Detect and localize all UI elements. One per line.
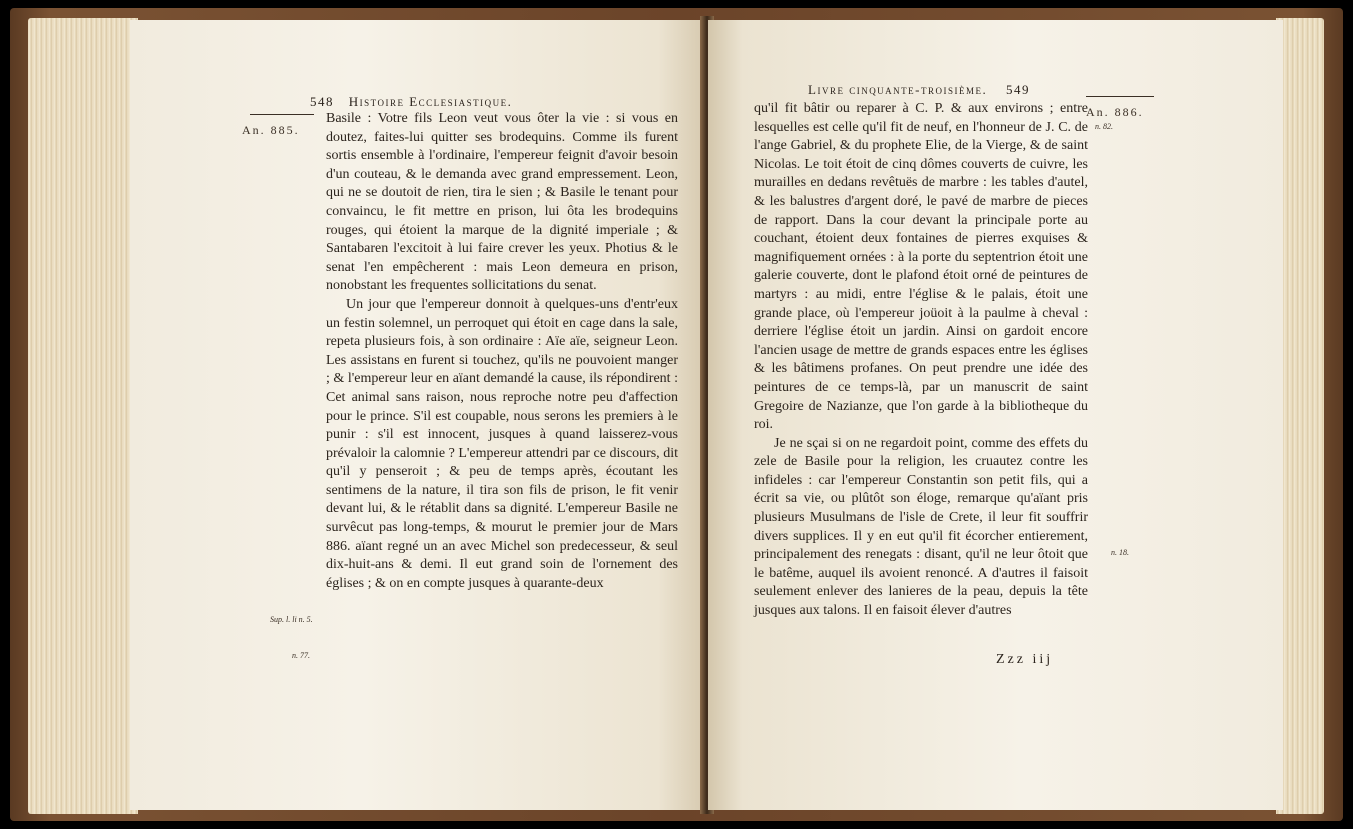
right-page-number: 549 xyxy=(1006,82,1031,97)
left-page-edges xyxy=(28,18,138,814)
left-page-number: 548 xyxy=(310,94,334,109)
left-running-title: Histoire Ecclesiastique. xyxy=(348,94,513,109)
left-paragraph-1: Basile : Votre fils Leon veut vous ôter la vie : si vous en doutez, faites-lui quitter ses brodequins. Comme ils furent sortis ensemble à l'ordinaire, l'empereur feignit d'avoir besoin d'un couteau, & le demanda avec grand empressement. Leon, qui ne se doutoit de rien, tira le sien ; & Basile le tenant pour convaincu, le fit mettre en prison, lui ôta les brodequins rouges, qui étoient la marque de la dignité imperiale ; & Santabaren l'excitoit à lui faire crever les yeux. Photius & le senat l'en empêcherent : mais Leon demeura en prison, nonobstant les frequentes sollicitations du senat. xyxy=(326,111,678,294)
right-running-title: Livre cinquante-troisième. xyxy=(808,82,988,97)
left-body-text xyxy=(326,110,678,593)
left-page xyxy=(130,20,704,810)
right-page-edges xyxy=(1276,18,1324,814)
left-margin-note-sup: Sup. l. li n. 5. xyxy=(270,615,313,624)
right-margin-rule xyxy=(1086,96,1154,97)
right-margin-note-n82: n. 82. xyxy=(1095,122,1113,131)
right-margin-year: An. 886. xyxy=(1086,105,1144,119)
right-running-head xyxy=(808,82,1030,98)
right-page xyxy=(708,20,1283,810)
left-margin-year: An. 885. xyxy=(242,123,300,137)
left-paragraph-2: Un jour que l'empereur donnoit à quelques-uns d'entr'eux un festin solemnel, un perroquet qui étoit en cage dans la sale, repeta plusieurs fois, à son ordinaire : Aïe aïe, seigneur Leon. Les assistans en furent si touchez, qu'ils ne pouvoient manger ; & l'empereur leur en aïant demandé la cause, ils répondirent : Cet animal sans raison, nous reproche notre peu d'affection pour le prince. S'il est coupable, nous serons les premiers à le punir : s'il est innocent, jusques à quand laisserez-vous prévaloir la calomnie ? L'empereur attendri par ce discours, dit qu'il y penseroit ; & peu de temps après, écoutant les sentimens de la nature, il tira son fils de prison, le fit venir devant lui, & le rétablit dans sa dignité. L'empereur Basile ne survêcut pas long-temps, & mourut le premier jour de Mars 886. aïant regné un an avec Michel son predecesseur, & seul dix-huit-ans & demi. Il eut grand soin de l'ornement des églises ; & on en compte jusques à quarante-deux xyxy=(326,296,678,591)
left-margin-rule xyxy=(250,114,314,115)
left-margin-note-n77: n. 77. xyxy=(292,651,310,660)
right-body-text xyxy=(754,100,1088,621)
left-running-head xyxy=(310,94,512,110)
signature-mark: Zzz iij xyxy=(996,652,1054,667)
right-paragraph-1: qu'il fit bâtir ou reparer à C. P. & aux environs ; entre lesquelles est celle qu'il fit de neuf, en l'honneur de J. C. de l'ange Gabriel, & du prophete Elie, de la Vierge, & de saint Nicolas. Le toit étoit de cinq dômes couverts de cuivre, les murailles en dedans revêtuës de marbre : les tables d'autel, & les balustres d'argent doré, le pavé de marbre de pieces de rapport. Dans la cour devant la principale porte au couchant, étoient deux fontaines de pierres exquises & magnifiquement ornées : à la porte du septentrion étoit une galerie couverte, dont le plafond étoit orné de peintures de martyrs : au midi, entre l'église & le palais, étoit une grande place, où l'empereur joüoit à la paulme à cheval : derriere l'église étoit un jardin. Ainsi on gardoit encore l'ancien usage de mettre de grands espaces entre les églises & les bâtimens profanes. On peut prendre une idée des peintures de ce temps-là, par un manuscrit de saint Gregoire de Nazianze, que l'on garde à la bibliotheque du roi. xyxy=(754,101,1088,433)
right-paragraph-2: Je ne sçai si on ne regardoit point, comme des effets du zele de Basile pour la religion, les cruautez contre les infideles : car l'empereur Constantin son petit fils, qui a écrit sa vie, ou plûtôt son éloge, remarque qu'aïant pris plusieurs Musulmans de l'isle de Crete, il leur fit souffrir divers supplices. Il y en eut qu'il fit écorcher entierement, principalement des renegats : disant, qu'il ne leur ôtoit que le batême, auquel ils avoient renoncé. A d'autres il faisoit seulement enlever des lanieres de la peau, depuis la tête jusques aux talons. Il en faisoit élever d'autres xyxy=(754,435,1088,619)
right-margin-note-n18: n. 18. xyxy=(1111,548,1129,557)
